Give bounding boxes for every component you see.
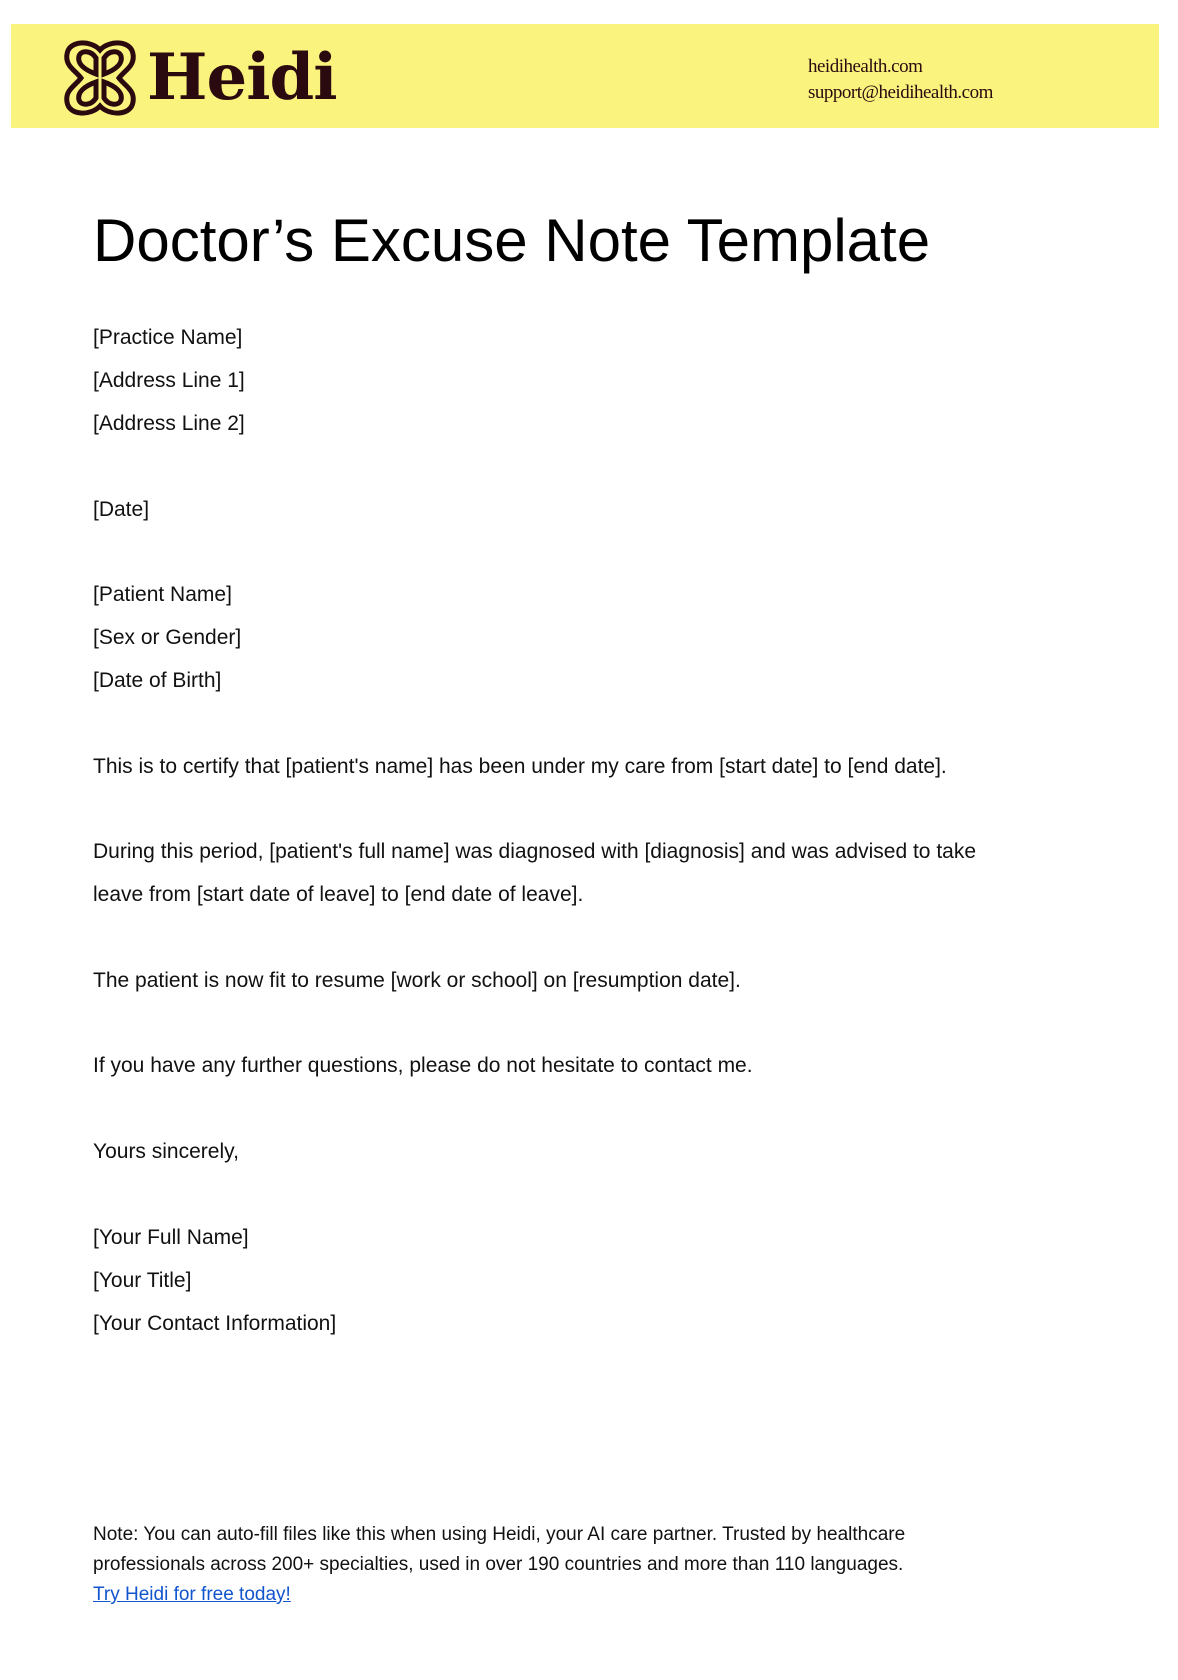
date: [Date] xyxy=(93,498,150,521)
signer-contact: [Your Contact Information] xyxy=(93,1312,337,1335)
questions-paragraph: If you have any further questions, please do not hesitate to contact me. xyxy=(93,1054,753,1077)
heidi-logo-icon xyxy=(61,40,139,116)
contact-info xyxy=(808,54,993,106)
patient-sex: [Sex or Gender] xyxy=(93,626,242,649)
heidi-logo xyxy=(61,40,337,116)
diagnosis-paragraph-line-2: leave from [start date of leave] to [end date of leave]. xyxy=(93,883,584,906)
footer-note xyxy=(93,1520,905,1610)
diagnosis-paragraph-line-1: During this period, [patient's full name] was diagnosed with [diagnosis] and was advised to take xyxy=(93,840,977,863)
practice-name: [Practice Name] xyxy=(93,326,243,349)
certify-paragraph: This is to certify that [patient's name] has been under my care from [start date] to [end date]. xyxy=(93,755,947,778)
website-link[interactable]: heidihealth.com xyxy=(808,56,923,77)
footer-note-line-2: professionals across 200+ specialties, used in over 190 countries and more than 110 languages. xyxy=(93,1554,904,1575)
header-banner xyxy=(11,24,1159,128)
support-email[interactable]: support@heidihealth.com xyxy=(808,82,993,103)
patient-name: [Patient Name] xyxy=(93,583,232,606)
brand-name: Heidi xyxy=(147,40,337,115)
resume-paragraph: The patient is now fit to resume [work or school] on [resumption date]. xyxy=(93,969,741,992)
signer-name: [Your Full Name] xyxy=(93,1226,249,1249)
footer-note-line-1: Note: You can auto-fill files like this when using Heidi, your AI care partner. Trusted by healthcare xyxy=(93,1524,906,1545)
address-line-1: [Address Line 1] xyxy=(93,369,245,392)
patient-dob: [Date of Birth] xyxy=(93,669,222,692)
signer-title: [Your Title] xyxy=(93,1269,192,1292)
closing: Yours sincerely, xyxy=(93,1140,239,1163)
try-heidi-link[interactable]: Try Heidi for free today! xyxy=(93,1584,291,1605)
address-line-2: [Address Line 2] xyxy=(93,412,245,435)
page-title: Doctor’s Excuse Note Template xyxy=(93,207,931,274)
